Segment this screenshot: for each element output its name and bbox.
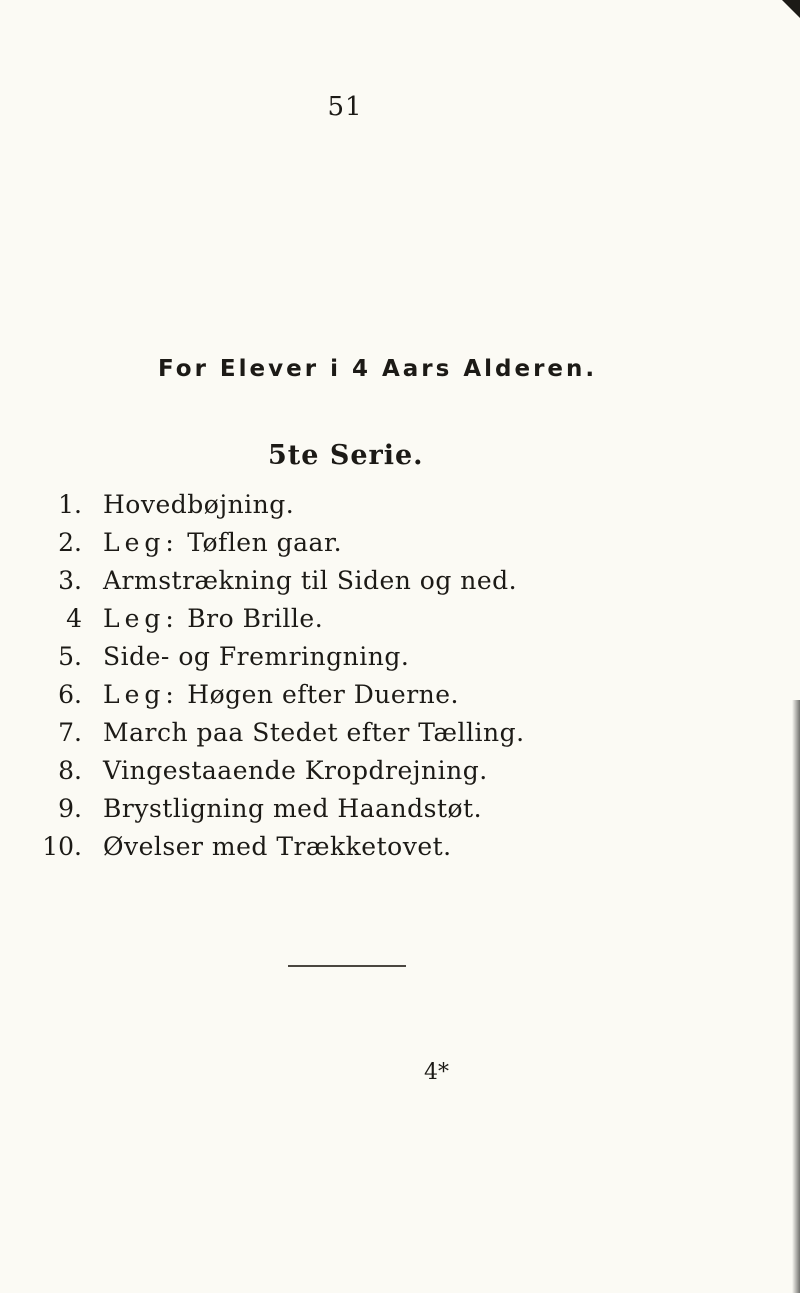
series-title: 5te Serie.: [268, 440, 424, 471]
section-divider: [288, 965, 406, 967]
item-text: March paa Stedet efter Tælling.: [103, 718, 525, 747]
item-text: Leg: Tøflen gaar.: [103, 528, 343, 557]
item-text: Vingestaaende Kropdrejning.: [103, 756, 488, 785]
item-text: Hovedbøjning.: [103, 490, 295, 519]
page-edge-shadow: [792, 700, 800, 1293]
item-number: 1.: [58, 490, 82, 519]
page-heading: For Elever i 4 Aars Alderen.: [158, 356, 598, 382]
item-number: 4: [66, 604, 82, 633]
corner-mark: [782, 0, 800, 18]
item-number: 9.: [58, 794, 82, 823]
page-number: 51: [327, 92, 363, 122]
item-number: 3.: [58, 566, 82, 595]
item-number: 10.: [42, 832, 82, 861]
item-text: Leg: Høgen efter Duerne.: [103, 680, 459, 709]
item-number: 6.: [58, 680, 82, 709]
item-text: Leg: Bro Brille.: [103, 604, 324, 633]
item-text: Side- og Fremringning.: [103, 642, 410, 671]
item-number: 8.: [58, 756, 82, 785]
item-text: Armstrækning til Siden og ned.: [103, 566, 518, 595]
item-number: 2.: [58, 528, 82, 557]
item-number: 7.: [58, 718, 82, 747]
item-number: 5.: [58, 642, 82, 671]
item-text: Øvelser med Trækketovet.: [103, 832, 452, 861]
signature-mark: 4*: [424, 1060, 449, 1085]
item-text: Brystligning med Haandstøt.: [103, 794, 483, 823]
